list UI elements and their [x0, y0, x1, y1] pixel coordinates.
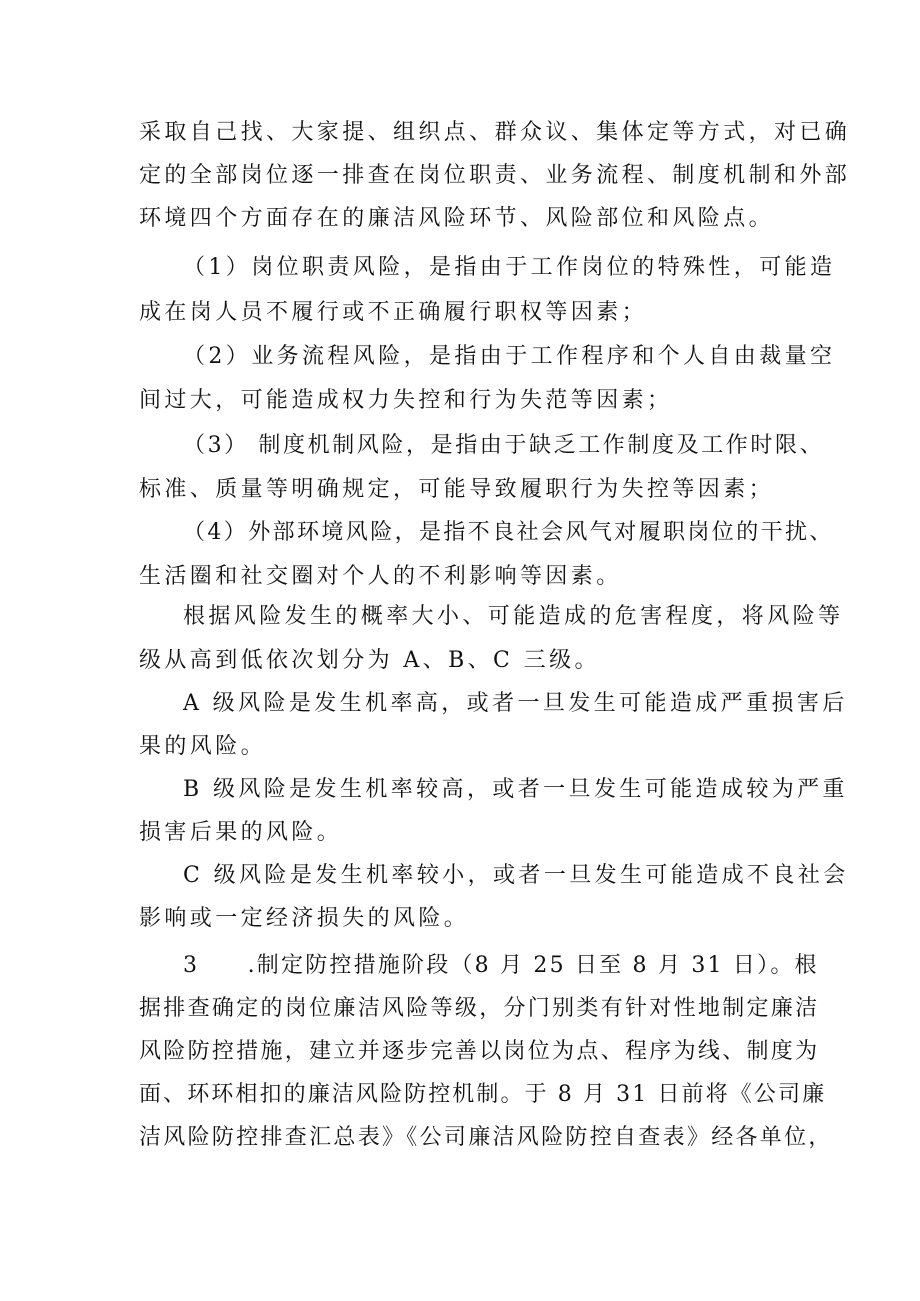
text-line: 影响或一定经济损失的风险。 [139, 906, 470, 931]
text-line: 环境四个方面存在的廉洁风险环节、风险部位和风险点。 [139, 206, 775, 231]
text-line: 果的风险。 [139, 734, 267, 759]
text-line: 3 .制定防控措施阶段（8 月 25 日至 8 月 31 日）。根 [183, 953, 819, 978]
text-line: （4）外部环境风险，是指不良社会风气对履职岗位的干扰、 [183, 520, 834, 545]
text-line: （3） 制度机制风险，是指由于缺乏工作制度及工作时限、 [183, 433, 825, 458]
text-line: 风险防控措施，建立并逐步完善以岗位为点、程序为线、制度为 [139, 1039, 820, 1064]
text-line: 生活圈和社交圈对个人的不利影响等因素。 [139, 564, 622, 589]
text-line: 面、环环相扣的廉洁风险防控机制。于 8 月 31 日前将《公司廉 [139, 1082, 827, 1107]
text-line: 采取自己找、大家提、组织点、群众议、集体定等方式，对已确 [139, 120, 851, 145]
text-line: 根据风险发生的概率大小、可能造成的危害程度，将风险等 [183, 604, 844, 629]
text-line: 级从高到低依次划分为 A、B、C 三级。 [139, 648, 600, 673]
text-line: 损害后果的风险。 [139, 820, 343, 845]
text-line: 据排查确定的岗位廉洁风险等级，分门别类有针对性地制定廉洁 [139, 996, 820, 1021]
text-line: C 级风险是发生机率较小，或者一旦发生可能造成不良社会 [183, 863, 849, 888]
text-line: B 级风险是发生机率较高，或者一旦发生可能造成较为严重 [183, 777, 848, 802]
text-line: （2）业务流程风险，是指由于工作程序和个人自由裁量空 [183, 344, 836, 369]
text-line: 定的全部岗位逐一排查在岗位职责、业务流程、制度机制和外部 [139, 163, 851, 188]
text-line: 成在岗人员不履行或不正确履行职权等因素； [139, 300, 648, 325]
text-line: 洁风险防控排查汇总表》《公司廉洁风险防控自查表》经各单位， [139, 1125, 833, 1150]
text-line: 标准、质量等明确规定，可能导致履职行为失控等因素； [139, 477, 775, 502]
text-line: （1）岗位职责风险，是指由于工作岗位的特殊性，可能造 [183, 255, 836, 280]
text-line: A 级风险是发生机率高，或者一旦发生可能造成严重损害后 [183, 691, 848, 716]
text-line: 间过大，可能造成权力失控和行为失范等因素； [139, 388, 673, 413]
